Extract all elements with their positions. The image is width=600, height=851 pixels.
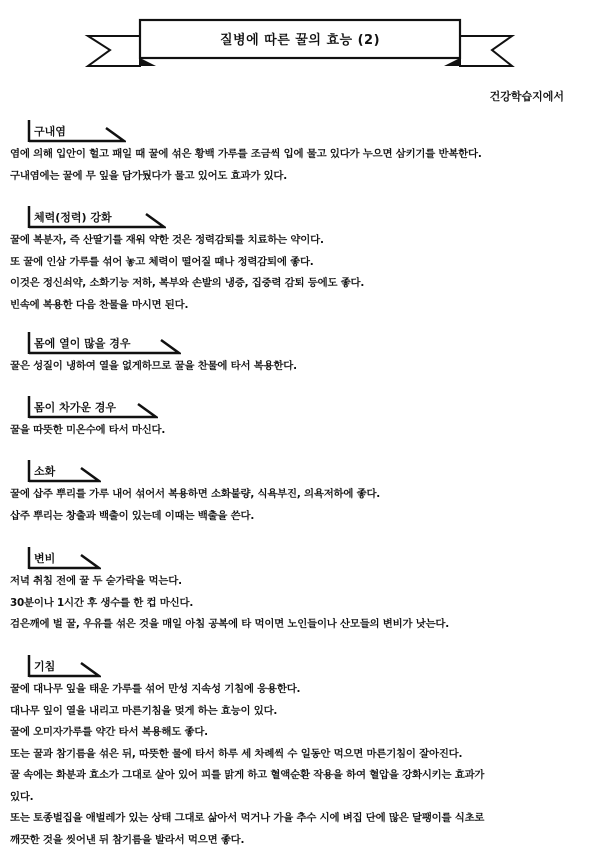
section-cold-body <box>0 394 600 442</box>
body-line: 삽주 뿌리는 창출과 백출이 있는데 이때는 백출을 쓴다. <box>0 506 600 528</box>
body-line: 염에 의해 입안이 헐고 패일 때 꿀에 섞은 황백 가루를 조금씩 입에 물고 있다가 누으면 삼키기를 반복한다. <box>0 144 600 166</box>
section-heading <box>26 545 600 571</box>
body-line: 또는 토종벌집을 애벌레가 있는 상태 그대로 삶아서 먹거나 가을 추수 시에 벼집 단에 많은 달팽이를 식초로 <box>0 808 600 830</box>
body-line: 꿀에 대나무 잎을 태운 가루를 섞어 만성 지속성 기침에 응용한다. <box>0 679 600 701</box>
section-digestion <box>0 458 600 527</box>
section-cough <box>0 653 600 851</box>
body-line: 꿀 속에는 화분과 효소가 그대로 살아 있어 피를 맑게 하고 혈액순환 작용을 하여 혈압을 강화시키는 효과가 <box>0 765 600 787</box>
page-title: 질병에 따른 꿀의 효능 (2) <box>158 26 442 56</box>
body-line: 깨끗한 것을 씻어낸 뒤 참기름을 발라서 먹으면 좋다. <box>0 830 600 851</box>
section-heading <box>26 458 600 484</box>
title-banner <box>80 14 520 74</box>
body-line: 구내염에는 꿀에 무 잎을 담가뒀다가 물고 있어도 효과가 있다. <box>0 166 600 188</box>
section-heading <box>26 330 600 356</box>
body-line: 저녁 취침 전에 꿀 두 숟가락을 먹는다. <box>0 571 600 593</box>
body-line: 검은깨에 벌 꿀, 우유를 섞은 것을 매일 아침 공복에 타 먹이면 노인들이나 산모들의 변비가 낫는다. <box>0 614 600 636</box>
section-gunaeyeom <box>0 118 600 187</box>
section-heading-label: 기침 <box>34 658 55 674</box>
section-heading <box>26 394 600 420</box>
section-hot-body <box>0 330 600 378</box>
body-line: 꿀은 성질이 냉하여 열을 없게하므로 꿀을 찬물에 타서 복용한다. <box>0 356 600 378</box>
body-line: 꿀에 오미자가루를 약간 타서 복용해도 좋다. <box>0 722 600 744</box>
section-heading-label: 변비 <box>34 550 55 566</box>
body-line: 빈속에 복용한 다음 찬물을 마시면 된다. <box>0 295 600 317</box>
section-heading <box>26 204 600 230</box>
body-line: 있다. <box>0 787 600 809</box>
section-heading-label: 몸이 차가운 경우 <box>34 399 116 415</box>
body-line: 또 꿀에 인삼 가루를 섞어 놓고 체력이 떨어질 때나 정력감퇴에 좋다. <box>0 252 600 274</box>
body-line: 30분이나 1시간 후 생수를 한 컵 마신다. <box>0 593 600 615</box>
body-line: 또는 꿀과 참기름을 섞은 뒤, 따뜻한 물에 타서 하루 세 차례씩 수 일동안 먹으면 마른기침이 잘아진다. <box>0 744 600 766</box>
section-constipation <box>0 545 600 636</box>
body-line: 꿀에 삽주 뿌리를 가루 내어 섞어서 복용하면 소화불량, 식욕부진, 의욕저하에 좋다. <box>0 484 600 506</box>
source-credit: 건강학습지에서 <box>490 88 564 104</box>
section-heading-label: 구내염 <box>34 123 66 139</box>
section-heading-label: 소화 <box>34 463 55 479</box>
section-heading <box>26 653 600 679</box>
section-heading-label: 체력(정력) 강화 <box>34 209 112 225</box>
body-line: 꿀을 따뜻한 미온수에 타서 마신다. <box>0 420 600 442</box>
body-line: 대나무 잎이 열을 내리고 마른기침을 멎게 하는 효능이 있다. <box>0 701 600 723</box>
section-heading-label: 몸에 열이 많을 경우 <box>34 335 131 351</box>
body-line: 이것은 정신쇠약, 소화기능 저하, 복부와 손발의 냉증, 집중력 감퇴 등에도 좋다. <box>0 273 600 295</box>
body-line: 꿀에 복분자, 즉 산딸기를 재워 약한 것은 정력감퇴를 치료하는 약이다. <box>0 230 600 252</box>
section-heading <box>26 118 600 144</box>
section-stamina <box>0 204 600 316</box>
